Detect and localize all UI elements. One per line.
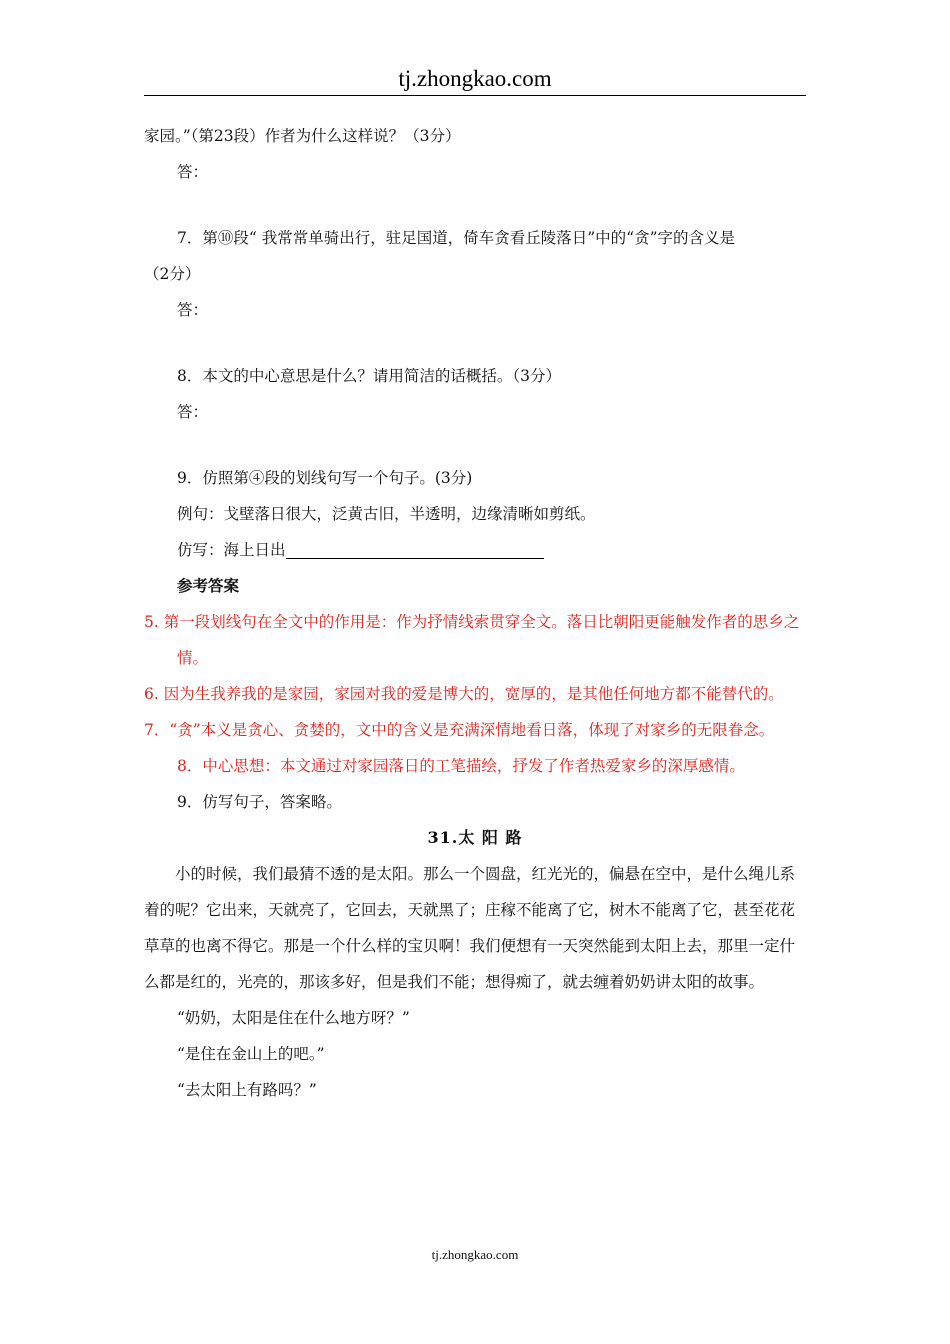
question-6-tail: 家园。”（第23段）作者为什么这样说？（3分） [144,127,461,145]
question-7-answer: 答： [177,301,209,319]
article-dialogue-3: “去太阳上有路吗？” [177,1081,317,1099]
answer-space [144,328,806,358]
question-8: 8．本文的中心意思是什么？请用简洁的话概括。（3分） [177,367,561,385]
footer-site: tj.zhongkao.com [431,1247,519,1262]
question-9-write-label: 仿写：海上日出 [177,541,286,559]
article-paragraph-1: 小的时候，我们最猜不透的是太阳。那么一个圆盘，红光光的，偏悬在空中，是什么绳儿系着的呢？它出来，天就亮了，它回去，天就黑了；庄稼不能离了它，树木不能离了它，甚至花花草草的也离不得它。那是一个什么样的宝贝啊！我们便想有一天突然能到太阳上去，那里一定什么都是红的，光亮的，那该多好，但是我们不能；想得痴了，就去缠着奶奶讲太阳的故事。 [144,865,796,991]
question-9-example: 例句：戈壁落日很大，泛黄古旧，半透明，边缘清晰如剪纸。 [177,505,596,523]
answer-space [144,190,806,220]
document-body [144,118,806,1108]
header-site-title: tj.zhongkao.com [398,66,552,91]
question-9-write-line [144,532,806,568]
answer-5: 5. 第一段划线句在全文中的作用是：作为抒情线索贯穿全文。落日比朝阳更能触发作者的思乡之情。 [144,613,800,667]
fill-in-blank [286,538,544,559]
answer-6: 6. 因为生我养我的是家园，家园对我的爱是博大的，宽厚的，是其他任何地方都不能替代的。 [144,685,784,703]
answer-space [144,430,806,460]
question-7-line2: （2分） [144,265,201,283]
question-6-answer: 答： [177,163,209,181]
article-dialogue-1: “奶奶，太阳是住在什么地方呀？” [177,1009,410,1027]
question-7-line1: 7．第⑩段“ 我常常单骑出行，驻足国道，倚车贪看丘陵落日”中的“贪”字的含义是 [177,229,735,247]
answer-8: 8．中心思想：本文通过对家园落日的工笔描绘，抒发了作者热爱家乡的深厚感情。 [177,757,745,775]
answers-heading: 参考答案 [177,576,240,595]
question-8-answer: 答： [177,403,209,421]
article-title: 31.太 阳 路 [427,828,523,847]
answer-7: 7．“贪”本义是贪心、贪婪的，文中的含义是充满深情地看日落，体现了对家乡的无限眷念。 [144,721,775,739]
header-divider [144,95,806,96]
question-9: 9．仿照第④段的划线句写一个句子。(3分) [177,469,473,487]
article-dialogue-2: “是住在金山上的吧。” [177,1045,325,1063]
answer-9: 9．仿写句子，答案略。 [177,793,342,811]
